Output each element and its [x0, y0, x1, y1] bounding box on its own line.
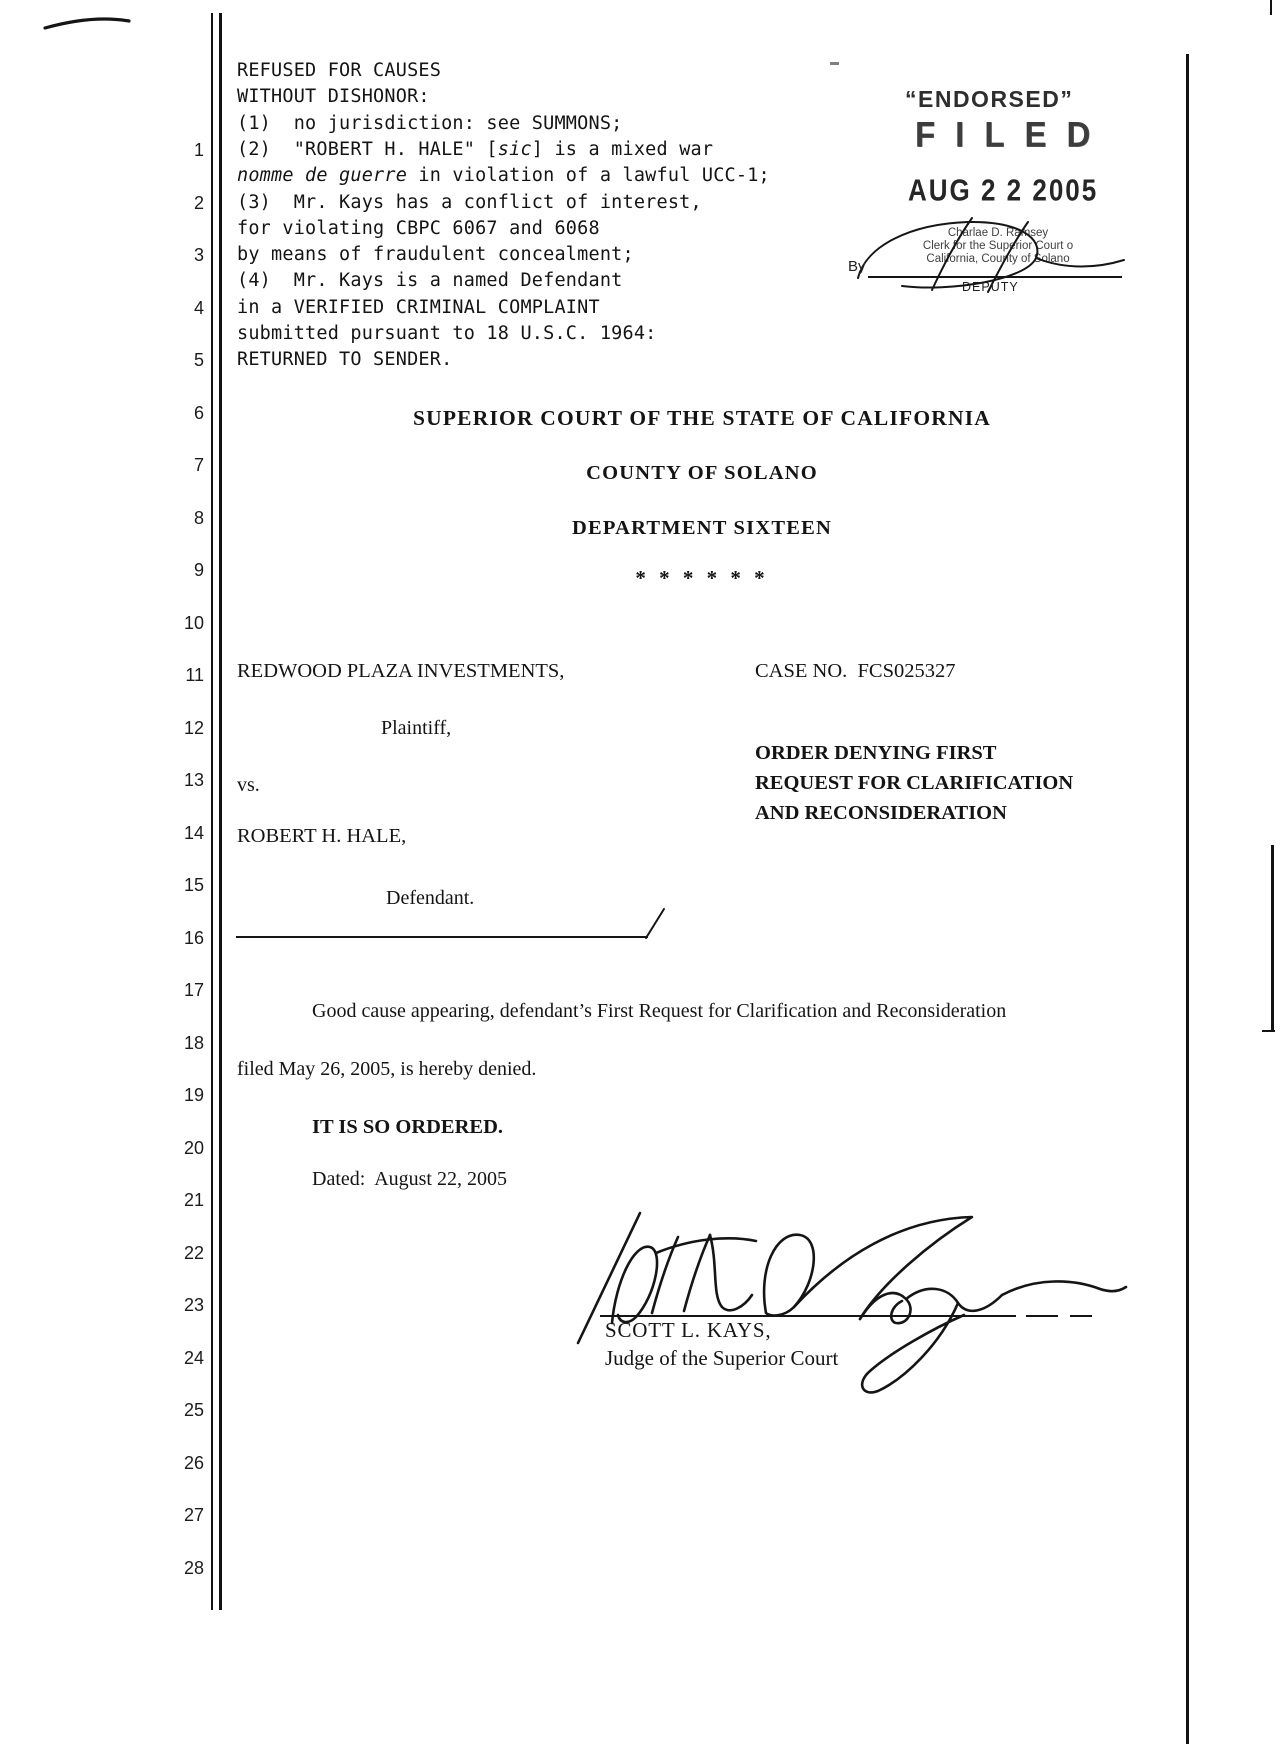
case-number: CASE NO. FCS025327 [755, 660, 956, 682]
line-number: 9 [193, 560, 204, 580]
line-number: 17 [183, 980, 204, 1000]
scan-mark-top-right [1270, 0, 1272, 15]
judge-signature-line-dash2 [1070, 1315, 1092, 1317]
refusal-line [237, 139, 713, 160]
refusal-segment: RETURNED TO SENDER. [237, 349, 453, 371]
line-number: 26 [183, 1452, 204, 1473]
line-number: 7 [193, 455, 204, 475]
refusal-line [237, 60, 441, 81]
refusal-line [237, 323, 657, 344]
refusal-line [237, 192, 702, 213]
line-number: 16 [183, 927, 204, 948]
refusal-segment: submitted pursuant to 18 U.S.C. 1964: [237, 323, 657, 344]
line-number: 19 [183, 1085, 204, 1105]
refusal-segment: for violating CBPC 6067 and 6068 [237, 217, 600, 239]
refusal-segment-italic: nomme de guerre [237, 165, 408, 187]
line-number: 15 [183, 875, 204, 895]
plaintiff-role-label: Plaintiff, [381, 717, 452, 739]
versus-label: vs. [237, 774, 260, 796]
defendant-name: ROBERT H. HALE, [237, 825, 407, 847]
dated-line: Dated: August 22, 2005 [312, 1168, 507, 1190]
refusal-segment: REFUSED FOR CAUSES [237, 60, 442, 81]
refusal-segment-italic: sic [497, 138, 532, 160]
judge-title: Judge of the Superior Court [605, 1346, 839, 1370]
refusal-line [237, 218, 600, 239]
refusal-segment: in violation of a lawful UCC-1; [407, 165, 770, 187]
refusal-segment: (2) "ROBERT H. HALE" [ [237, 138, 498, 160]
court-title: SUPERIOR COURT OF THE STATE OF CALIFORNIA [412, 406, 992, 430]
court-department: DEPARTMENT SIXTEEN [572, 517, 832, 539]
caption-divider-line [236, 936, 648, 938]
line-number: 2 [193, 192, 204, 213]
refusal-line [237, 297, 600, 318]
deputy-label: DEPUTY [962, 280, 1019, 294]
line-number: 11 [185, 665, 204, 685]
filed-stamp-text: FILED [915, 114, 1111, 155]
left-double-rule-outer [211, 13, 213, 1610]
right-edge-line [1271, 845, 1274, 1030]
judge-name: SCOTT L. KAYS, [605, 1318, 772, 1342]
line-number: 20 [183, 1137, 204, 1158]
order-title-line3: AND RECONSIDERATION [755, 802, 1007, 824]
scan-speck [830, 62, 839, 65]
refusal-segment: ] is a mixed war [531, 138, 714, 160]
refusal-segment: (3) Mr. Kays has a conflict of interest, [237, 191, 702, 213]
refusal-line [237, 86, 430, 107]
line-number: 27 [183, 1505, 204, 1525]
line-number: 28 [183, 1557, 204, 1578]
deputy-signature-line [868, 276, 1122, 278]
refusal-line [237, 244, 634, 265]
judge-signature-line-dash1 [1026, 1315, 1058, 1317]
refusal-line [237, 270, 623, 291]
clerk-title-line: Clerk for the Superior Court o [922, 240, 1074, 252]
judge-signature-line [600, 1315, 1016, 1317]
line-number: 24 [183, 1347, 204, 1368]
refusal-line [237, 349, 452, 370]
line-number: 4 [193, 297, 204, 318]
line-number: 13 [183, 770, 204, 790]
clerk-name-line: Charlae D. Ramsey [947, 227, 1049, 239]
order-paragraph-line1: Good cause appearing, defendant’s First Request for Clarification and Reconsideration [312, 1000, 1007, 1022]
line-number: 3 [193, 245, 204, 265]
so-ordered-text: IT IS SO ORDERED. [312, 1116, 504, 1138]
refusal-segment: in a VERIFIED CRIMINAL COMPLAINT [237, 296, 600, 318]
filed-date-stamp: AUG 2 2 2005 [908, 172, 1099, 208]
court-county: COUNTY OF SOLANO [586, 462, 818, 484]
line-number: 5 [193, 350, 204, 370]
right-rule [1186, 54, 1189, 1744]
line-number: 23 [183, 1295, 204, 1315]
judge-signature-scrawl [560, 1195, 1140, 1405]
by-label: By [848, 258, 866, 275]
line-number: 25 [183, 1400, 204, 1420]
line-number: 14 [183, 822, 204, 843]
star-divider: * * * * * * [635, 566, 769, 590]
line-number: 6 [193, 402, 204, 423]
endorsed-stamp-text: “ENDORSED” [905, 86, 1074, 112]
order-paragraph-line2: filed May 26, 2005, is hereby denied. [237, 1058, 537, 1080]
refusal-line [237, 165, 770, 186]
line-number: 1 [193, 140, 204, 160]
clerk-county-line: California, County of Solano [926, 253, 1070, 265]
right-edge-tick [1262, 1030, 1275, 1032]
line-number: 8 [193, 507, 204, 528]
order-title-line1: ORDER DENYING FIRST [755, 742, 997, 764]
plaintiff-name: REDWOOD PLAZA INVESTMENTS, [237, 660, 565, 682]
refusal-segment: (4) Mr. Kays is a named Defendant [237, 270, 623, 292]
scan-mark-top-left [0, 0, 160, 40]
line-number: 22 [183, 1242, 204, 1263]
left-double-rule-inner [219, 13, 222, 1610]
refusal-segment: by means of fraudulent concealment; [237, 244, 634, 266]
line-number: 10 [183, 612, 204, 633]
refusal-segment: WITHOUT DISHONOR: [237, 86, 430, 108]
line-number: 21 [183, 1190, 204, 1210]
order-title-line2: REQUEST FOR CLARIFICATION [755, 772, 1074, 794]
line-number: 12 [183, 717, 204, 738]
caption-divider-slash [640, 905, 680, 945]
defendant-role-label: Defendant. [386, 887, 475, 909]
refusal-segment: (1) no jurisdiction: see SUMMONS; [237, 112, 623, 134]
refusal-line [237, 113, 623, 134]
line-number: 18 [183, 1032, 204, 1053]
